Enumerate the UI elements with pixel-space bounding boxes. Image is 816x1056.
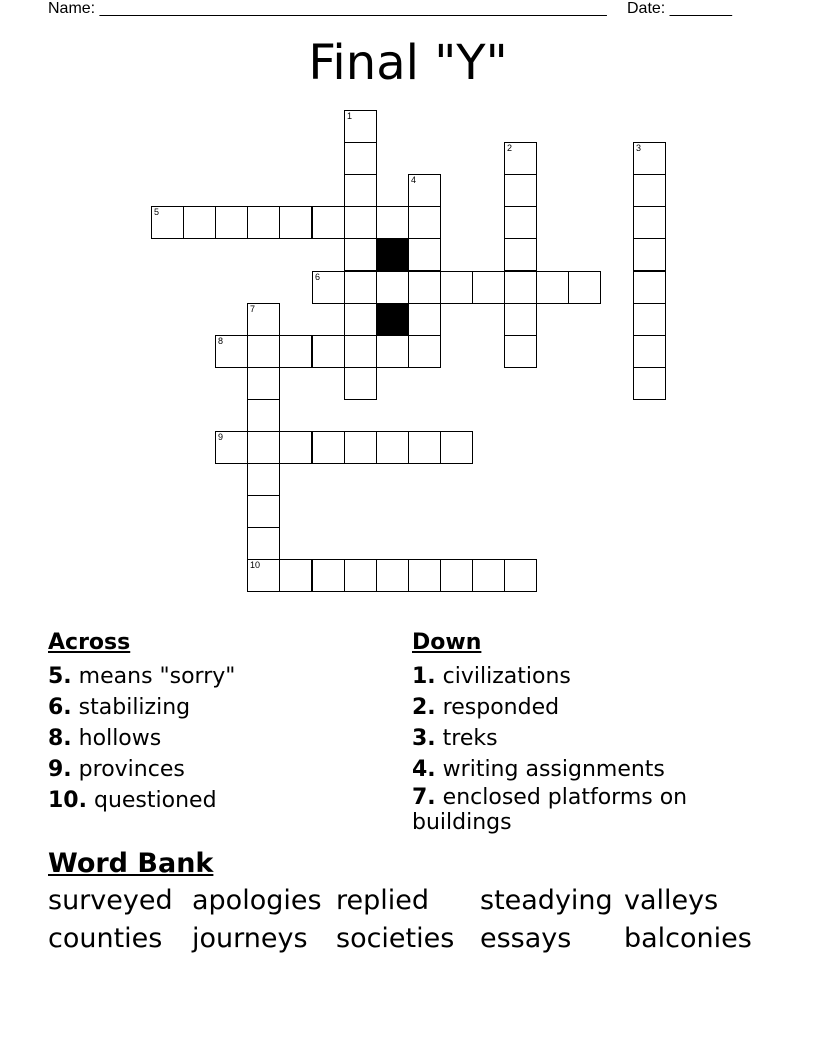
crossword-cell[interactable] xyxy=(344,271,377,304)
crossword-cell[interactable] xyxy=(568,271,601,304)
crossword-cell[interactable] xyxy=(247,559,280,592)
crossword-cell[interactable] xyxy=(633,142,666,175)
crossword-cell[interactable] xyxy=(440,271,473,304)
crossword-cell[interactable] xyxy=(504,174,537,207)
crossword-black-cell xyxy=(376,238,409,271)
crossword-cell[interactable] xyxy=(312,206,345,239)
word-bank-word: surveyed xyxy=(48,885,173,916)
clue-number: 10 xyxy=(250,560,261,570)
word-bank-word: balconies xyxy=(624,923,752,954)
crossword-cell[interactable] xyxy=(247,399,280,432)
clue-number: 9 xyxy=(218,432,224,442)
word-bank-word: societies xyxy=(336,923,455,954)
date-field-label: Date: _______ xyxy=(627,0,732,17)
down-clue-4: 4. writing assignments xyxy=(412,757,665,782)
crossword-cell[interactable] xyxy=(247,527,280,560)
across-heading: Across xyxy=(48,630,131,655)
across-clue-8: 8. hollows xyxy=(48,726,162,751)
crossword-cell[interactable] xyxy=(408,238,441,271)
crossword-cell[interactable] xyxy=(312,431,345,464)
clue-number: 3 xyxy=(636,143,642,153)
crossword-cell[interactable] xyxy=(376,431,409,464)
crossword-cell[interactable] xyxy=(279,206,312,239)
crossword-cell[interactable] xyxy=(279,559,312,592)
word-bank-heading: Word Bank xyxy=(48,848,214,879)
word-bank-word: journeys xyxy=(192,923,308,954)
crossword-cell[interactable] xyxy=(247,206,280,239)
clue-number: 7 xyxy=(250,304,256,314)
down-clue-7: 7. enclosed platforms on buildings xyxy=(412,785,688,835)
crossword-cell[interactable] xyxy=(344,559,377,592)
crossword-cell[interactable] xyxy=(279,431,312,464)
clue-number: 5 xyxy=(154,207,160,217)
crossword-cell[interactable] xyxy=(247,495,280,528)
crossword-cell[interactable] xyxy=(633,271,666,304)
crossword-cell[interactable] xyxy=(408,174,441,207)
word-bank-word: apologies xyxy=(192,885,322,916)
crossword-cell[interactable] xyxy=(536,271,569,304)
across-clue-9: 9. provinces xyxy=(48,757,185,782)
across-clue-list xyxy=(48,661,388,816)
crossword-cell[interactable] xyxy=(504,303,537,336)
word-bank-word: essays xyxy=(480,923,572,954)
crossword-cell[interactable] xyxy=(376,335,409,368)
clue-number: 2 xyxy=(507,143,513,153)
crossword-cell[interactable] xyxy=(247,431,280,464)
crossword-cell[interactable] xyxy=(344,367,377,400)
crossword-cell[interactable] xyxy=(247,367,280,400)
down-clue-1: 1. civilizations xyxy=(412,664,571,689)
crossword-cell[interactable] xyxy=(151,206,184,239)
crossword-cell[interactable] xyxy=(440,559,473,592)
crossword-cell[interactable] xyxy=(633,335,666,368)
across-clue-10: 10. questioned xyxy=(48,788,217,813)
crossword-cell[interactable] xyxy=(633,206,666,239)
crossword-cell[interactable] xyxy=(504,238,537,271)
clue-number: 1 xyxy=(347,111,353,121)
crossword-cell[interactable] xyxy=(408,559,441,592)
crossword-cell[interactable] xyxy=(183,206,216,239)
crossword-cell[interactable] xyxy=(344,431,377,464)
crossword-cell[interactable] xyxy=(408,271,441,304)
down-clue-3: 3. treks xyxy=(412,726,498,751)
crossword-cell[interactable] xyxy=(247,335,280,368)
across-clue-6: 6. stabilizing xyxy=(48,695,191,720)
crossword-cell[interactable] xyxy=(376,559,409,592)
crossword-cell[interactable] xyxy=(247,303,280,336)
down-clue-list xyxy=(412,661,742,835)
crossword-cell[interactable] xyxy=(633,174,666,207)
crossword-cell[interactable] xyxy=(633,303,666,336)
crossword-cell[interactable] xyxy=(504,271,537,304)
crossword-cell[interactable] xyxy=(344,303,377,336)
clue-number: 6 xyxy=(315,272,321,282)
crossword-cell[interactable] xyxy=(633,367,666,400)
crossword-cell[interactable] xyxy=(215,431,248,464)
crossword-cell[interactable] xyxy=(279,335,312,368)
crossword-cell[interactable] xyxy=(344,238,377,271)
crossword-cell[interactable] xyxy=(215,335,248,368)
crossword-cell[interactable] xyxy=(472,271,505,304)
word-bank-word: replied xyxy=(336,885,430,916)
crossword-cell[interactable] xyxy=(408,431,441,464)
name-field-label: Name: _________________________________________________________ xyxy=(48,0,607,17)
crossword-cell[interactable] xyxy=(215,206,248,239)
crossword-cell[interactable] xyxy=(344,335,377,368)
crossword-cell[interactable] xyxy=(504,206,537,239)
crossword-cell[interactable] xyxy=(312,335,345,368)
clue-number: 4 xyxy=(411,175,417,185)
crossword-cell[interactable] xyxy=(504,142,537,175)
page-title: Final "Y" xyxy=(308,35,508,91)
crossword-cell[interactable] xyxy=(312,271,345,304)
word-bank-word: valleys xyxy=(624,885,719,916)
crossword-cell[interactable] xyxy=(408,303,441,336)
crossword-cell[interactable] xyxy=(247,463,280,496)
crossword-cell[interactable] xyxy=(344,110,377,143)
crossword-black-cell xyxy=(376,303,409,336)
crossword-cell[interactable] xyxy=(344,142,377,175)
crossword-cell[interactable] xyxy=(344,206,377,239)
crossword-cell[interactable] xyxy=(633,238,666,271)
crossword-cell[interactable] xyxy=(376,271,409,304)
crossword-cell[interactable] xyxy=(344,174,377,207)
crossword-cell[interactable] xyxy=(504,559,537,592)
crossword-cell[interactable] xyxy=(408,335,441,368)
crossword-cell[interactable] xyxy=(408,206,441,239)
word-bank-word: steadying xyxy=(480,885,613,916)
down-clue-2: 2. responded xyxy=(412,695,560,720)
across-clue-5: 5. means "sorry" xyxy=(48,664,236,689)
crossword-cell[interactable] xyxy=(376,206,409,239)
word-bank-word: counties xyxy=(48,923,163,954)
crossword-cell[interactable] xyxy=(472,559,505,592)
crossword-cell[interactable] xyxy=(312,559,345,592)
crossword-cell[interactable] xyxy=(440,431,473,464)
clue-number: 8 xyxy=(218,336,224,346)
down-heading: Down xyxy=(412,630,482,655)
crossword-cell[interactable] xyxy=(504,335,537,368)
